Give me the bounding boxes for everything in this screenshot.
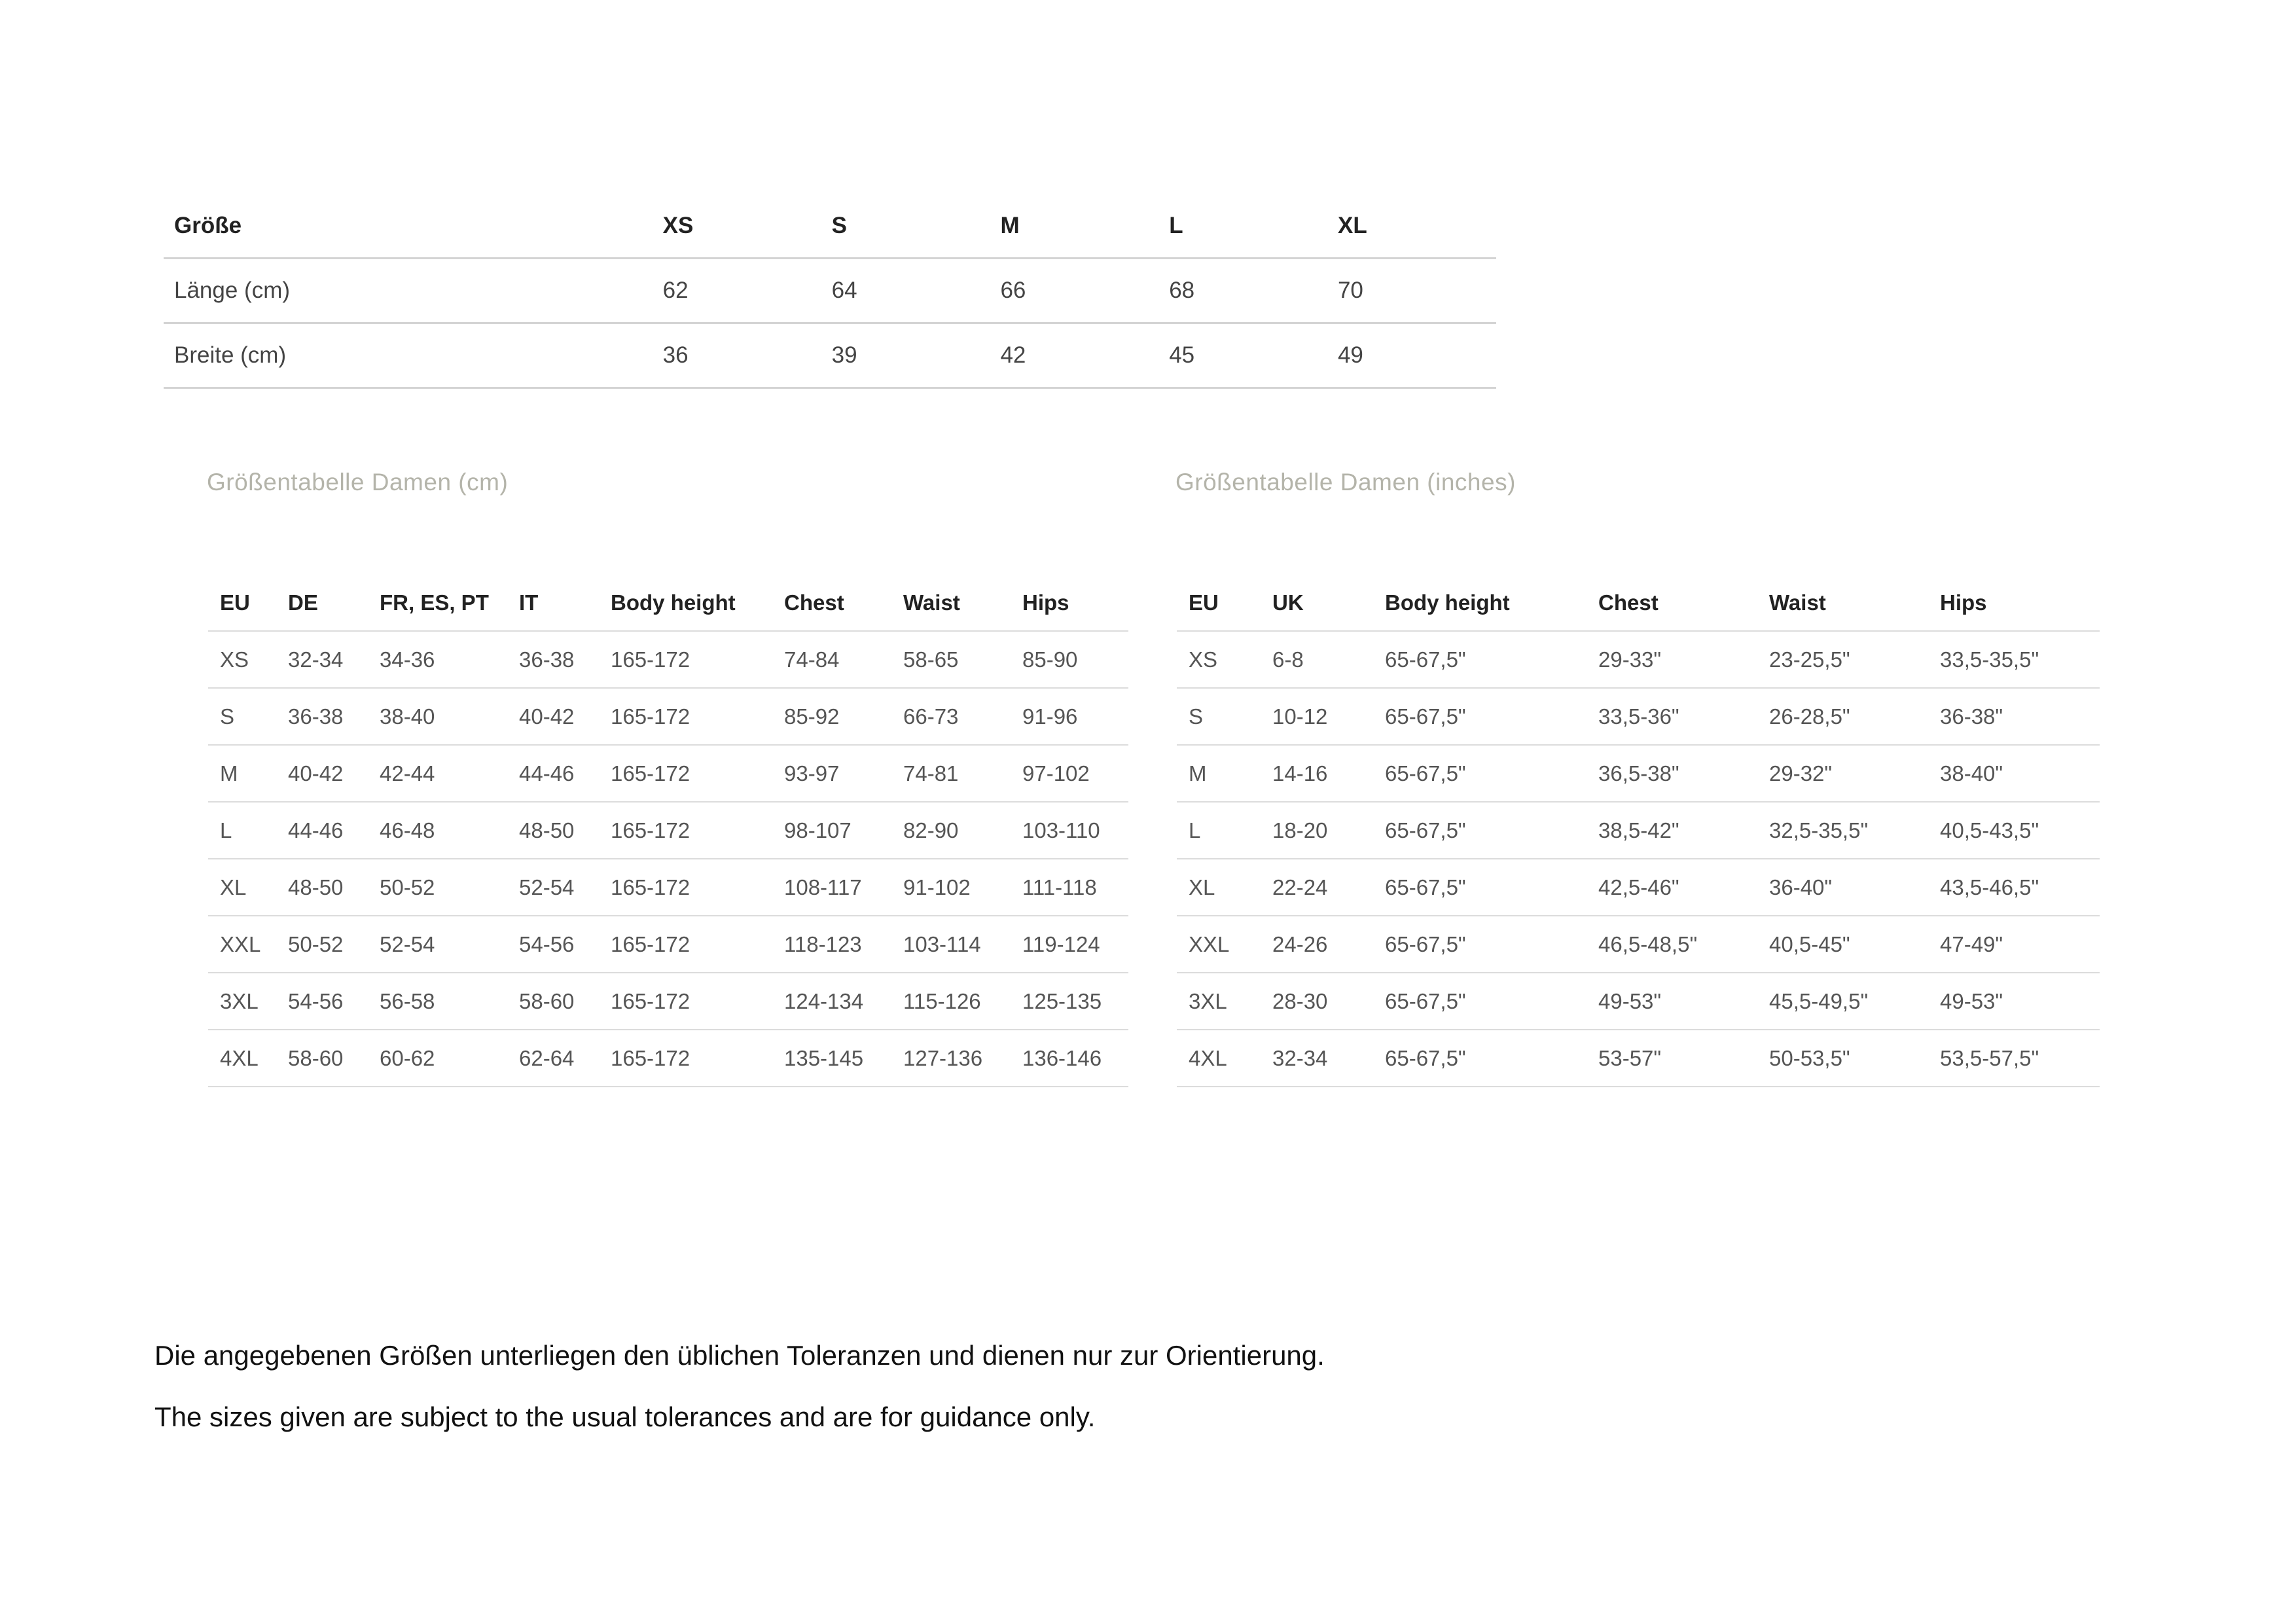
table-cell: 48-50 <box>276 859 368 916</box>
table-cell: 45,5-49,5" <box>1757 973 1928 1030</box>
table-cell: 3XL <box>1177 973 1261 1030</box>
header-xl: XL <box>1327 194 1496 259</box>
table-cell: 85-92 <box>772 688 891 745</box>
table-row <box>1177 688 2100 745</box>
table-cell: 3XL <box>208 973 276 1030</box>
table-cell: 127-136 <box>891 1030 1011 1087</box>
table-cell: 60-62 <box>368 1030 507 1087</box>
table-cell: 125-135 <box>1011 973 1128 1030</box>
table-cell: 46-48 <box>368 802 507 859</box>
table-cell: 33,5-36" <box>1587 688 1757 745</box>
table-row <box>1177 802 2100 859</box>
table-cell: 54-56 <box>276 973 368 1030</box>
header-size: Größe <box>164 194 653 259</box>
tolerance-note-german: Die angegebenen Größen unterliegen den üblichen Toleranzen und dienen nur zur Orientierung. <box>154 1340 1325 1371</box>
table-cell: 165-172 <box>599 859 772 916</box>
table-cell: 39 <box>821 323 990 388</box>
table-header-row <box>208 575 1128 631</box>
table-row <box>1177 745 2100 802</box>
column-header: Hips <box>1011 575 1128 631</box>
table-cell: 38-40" <box>1928 745 2100 802</box>
table-cell: 62-64 <box>507 1030 599 1087</box>
size-chart-inches-title: Größentabelle Damen (inches) <box>1175 469 1516 496</box>
table-cell: 165-172 <box>599 802 772 859</box>
header-s: S <box>821 194 990 259</box>
table-cell: 136-146 <box>1011 1030 1128 1087</box>
table-row <box>208 1030 1128 1087</box>
column-header: Waist <box>1757 575 1928 631</box>
table-cell: 40-42 <box>276 745 368 802</box>
table-cell: 103-114 <box>891 916 1011 973</box>
table-row <box>1177 1030 2100 1087</box>
table-cell: 82-90 <box>891 802 1011 859</box>
column-header: Hips <box>1928 575 2100 631</box>
column-header: Waist <box>891 575 1011 631</box>
table-cell: 40,5-43,5" <box>1928 802 2100 859</box>
column-header: DE <box>276 575 368 631</box>
table-cell: 36-40" <box>1757 859 1928 916</box>
table-cell: XXL <box>208 916 276 973</box>
table-row <box>208 688 1128 745</box>
tolerance-note-english: The sizes given are subject to the usual tolerances and are for guidance only. <box>154 1401 1096 1432</box>
table-header-row <box>1177 575 2100 631</box>
table-cell: 6-8 <box>1261 631 1373 688</box>
table-cell: S <box>208 688 276 745</box>
table-cell: 119-124 <box>1011 916 1128 973</box>
table-row <box>1177 631 2100 688</box>
table-cell: 48-50 <box>507 802 599 859</box>
column-header: Chest <box>772 575 891 631</box>
column-header: FR, ES, PT <box>368 575 507 631</box>
table-cell: 52-54 <box>507 859 599 916</box>
table-row <box>1177 859 2100 916</box>
table-cell: L <box>1177 802 1261 859</box>
table-cell: 47-49" <box>1928 916 2100 973</box>
table-cell: 165-172 <box>599 631 772 688</box>
table-cell: 40,5-45" <box>1757 916 1928 973</box>
table-cell: 70 <box>1327 259 1496 323</box>
table-cell: 42,5-46" <box>1587 859 1757 916</box>
table-row <box>1177 973 2100 1030</box>
table-cell: 4XL <box>1177 1030 1261 1087</box>
table-cell: 44-46 <box>507 745 599 802</box>
measurement-table <box>164 194 1496 389</box>
row-label: Länge (cm) <box>164 259 653 323</box>
table-cell: 66 <box>990 259 1158 323</box>
table-cell: 42 <box>990 323 1158 388</box>
table-cell: 44-46 <box>276 802 368 859</box>
table-cell: 38-40 <box>368 688 507 745</box>
table-cell: 165-172 <box>599 973 772 1030</box>
table-cell: 29-33" <box>1587 631 1757 688</box>
table-cell: 58-60 <box>507 973 599 1030</box>
table-cell: 65-67,5" <box>1373 688 1587 745</box>
column-header: EU <box>208 575 276 631</box>
table-row <box>208 859 1128 916</box>
table-cell: 97-102 <box>1011 745 1128 802</box>
table-cell: XL <box>208 859 276 916</box>
table-cell: 28-30 <box>1261 973 1373 1030</box>
table-cell: 34-36 <box>368 631 507 688</box>
table-cell: 4XL <box>208 1030 276 1087</box>
table-cell: M <box>1177 745 1261 802</box>
table-row <box>208 802 1128 859</box>
table-cell: 22-24 <box>1261 859 1373 916</box>
table-cell: 42-44 <box>368 745 507 802</box>
table-cell: 165-172 <box>599 745 772 802</box>
table-cell: 91-96 <box>1011 688 1128 745</box>
table-cell: 29-32" <box>1757 745 1928 802</box>
table-cell: 49-53" <box>1587 973 1757 1030</box>
table-cell: 52-54 <box>368 916 507 973</box>
table-cell: 40-42 <box>507 688 599 745</box>
table-row <box>1177 916 2100 973</box>
table-cell: 103-110 <box>1011 802 1128 859</box>
table-cell: 50-53,5" <box>1757 1030 1928 1087</box>
table-cell: XL <box>1177 859 1261 916</box>
table-cell: 62 <box>653 259 821 323</box>
table-cell: 85-90 <box>1011 631 1128 688</box>
table-cell: 38,5-42" <box>1587 802 1757 859</box>
table-cell: XXL <box>1177 916 1261 973</box>
size-chart-cm-table <box>208 575 1128 1087</box>
table-cell: 91-102 <box>891 859 1011 916</box>
measurement-header-row <box>164 194 1496 259</box>
size-chart-cm-title: Größentabelle Damen (cm) <box>207 469 509 496</box>
header-l: L <box>1158 194 1327 259</box>
table-cell: 65-67,5" <box>1373 802 1587 859</box>
table-cell: 93-97 <box>772 745 891 802</box>
table-cell: 68 <box>1158 259 1327 323</box>
table-row <box>164 323 1496 388</box>
table-cell: 43,5-46,5" <box>1928 859 2100 916</box>
header-m: M <box>990 194 1158 259</box>
table-cell: 46,5-48,5" <box>1587 916 1757 973</box>
table-cell: 115-126 <box>891 973 1011 1030</box>
table-cell: 65-67,5" <box>1373 916 1587 973</box>
table-row <box>208 631 1128 688</box>
table-cell: 36-38" <box>1928 688 2100 745</box>
table-cell: 50-52 <box>276 916 368 973</box>
table-cell: 45 <box>1158 323 1327 388</box>
size-chart-inches-table <box>1177 575 2100 1087</box>
table-cell: 33,5-35,5" <box>1928 631 2100 688</box>
table-cell: 54-56 <box>507 916 599 973</box>
table-row <box>208 916 1128 973</box>
table-cell: 74-81 <box>891 745 1011 802</box>
table-cell: 50-52 <box>368 859 507 916</box>
table-cell: 18-20 <box>1261 802 1373 859</box>
table-cell: 111-118 <box>1011 859 1128 916</box>
table-cell: 65-67,5" <box>1373 1030 1587 1087</box>
table-cell: 65-67,5" <box>1373 745 1587 802</box>
table-row <box>164 259 1496 323</box>
header-xs: XS <box>653 194 821 259</box>
table-cell: 36-38 <box>507 631 599 688</box>
table-cell: 118-123 <box>772 916 891 973</box>
table-cell: 65-67,5" <box>1373 859 1587 916</box>
table-cell: 108-117 <box>772 859 891 916</box>
table-cell: 32,5-35,5" <box>1757 802 1928 859</box>
table-cell: XS <box>208 631 276 688</box>
table-cell: 32-34 <box>1261 1030 1373 1087</box>
table-cell: S <box>1177 688 1261 745</box>
table-cell: 49 <box>1327 323 1496 388</box>
table-row <box>208 973 1128 1030</box>
table-cell: 74-84 <box>772 631 891 688</box>
table-cell: L <box>208 802 276 859</box>
column-header: UK <box>1261 575 1373 631</box>
table-cell: 58-60 <box>276 1030 368 1087</box>
column-header: Body height <box>599 575 772 631</box>
table-cell: 98-107 <box>772 802 891 859</box>
table-cell: XS <box>1177 631 1261 688</box>
table-cell: 26-28,5" <box>1757 688 1928 745</box>
table-cell: 36,5-38" <box>1587 745 1757 802</box>
table-cell: 23-25,5" <box>1757 631 1928 688</box>
table-cell: 53-57" <box>1587 1030 1757 1087</box>
table-row <box>208 745 1128 802</box>
table-cell: 165-172 <box>599 1030 772 1087</box>
table-cell: 56-58 <box>368 973 507 1030</box>
table-cell: 24-26 <box>1261 916 1373 973</box>
table-cell: 14-16 <box>1261 745 1373 802</box>
table-cell: 64 <box>821 259 990 323</box>
table-cell: 53,5-57,5" <box>1928 1030 2100 1087</box>
column-header: EU <box>1177 575 1261 631</box>
table-cell: 66-73 <box>891 688 1011 745</box>
table-cell: 32-34 <box>276 631 368 688</box>
table-cell: 65-67,5" <box>1373 973 1587 1030</box>
row-label: Breite (cm) <box>164 323 653 388</box>
table-cell: 49-53" <box>1928 973 2100 1030</box>
table-cell: 135-145 <box>772 1030 891 1087</box>
column-header: Chest <box>1587 575 1757 631</box>
table-cell: 36 <box>653 323 821 388</box>
table-cell: 165-172 <box>599 688 772 745</box>
table-cell: 10-12 <box>1261 688 1373 745</box>
table-cell: 165-172 <box>599 916 772 973</box>
table-cell: 124-134 <box>772 973 891 1030</box>
table-cell: 36-38 <box>276 688 368 745</box>
column-header: IT <box>507 575 599 631</box>
table-cell: 58-65 <box>891 631 1011 688</box>
column-header: Body height <box>1373 575 1587 631</box>
table-cell: M <box>208 745 276 802</box>
table-cell: 65-67,5" <box>1373 631 1587 688</box>
